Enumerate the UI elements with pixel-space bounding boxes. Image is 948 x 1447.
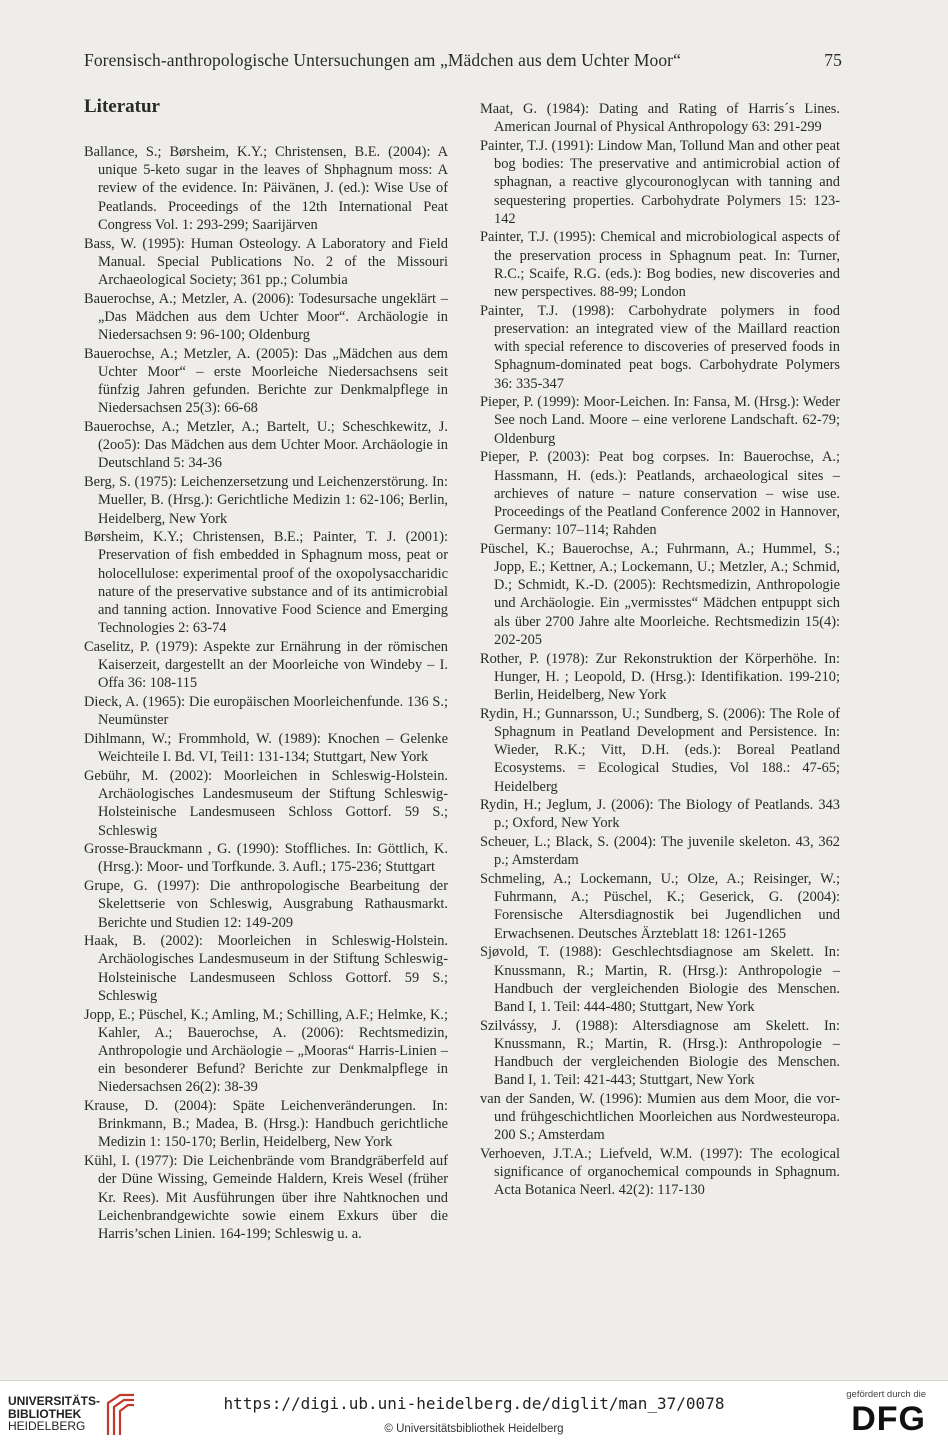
reference-entry: Rydin, H.; Gunnarsson, U.; Sundberg, S. (2006): The Role of Sphagnum in Peatland Development and Persistence. In: Wieder, R.K.; Vitt, D.H. (eds.): Boreal Peatland Ecosystems. = Ecological Studies, Vol 188.: 47-65; Heidelberg <box>480 705 840 795</box>
library-name-line3: HEIDELBERG <box>8 1419 86 1434</box>
reference-entry: Haak, B. (2002): Moorleichen in Schleswig-Holstein. Archäologisches Landesmuseum in der Stiftung Schleswig-Holsteinische Landesmuseen Schloss Gottorf. 59 S.; Schleswig <box>84 933 448 1004</box>
reference-entry: Dieck, A. (1965): Die europäischen Moorleichenfunde. 136 S.; Neumünster <box>84 694 448 729</box>
right-column <box>480 100 840 1200</box>
reference-entry: Painter, T.J. (1998): Carbohydrate polymers in food preservation: an integrated view of the Maillard reaction with special reference to discoveries of preserved foods in Sphagnum-dominated peat bogs. Carbohydrate Polymers 36: 335-347 <box>480 302 840 392</box>
reference-entry: Scheuer, L.; Black, S. (2004): The juvenile skeleton. 43, 362 p.; Amsterdam <box>480 834 840 869</box>
funded-by-label: gefördert durch die <box>846 1389 926 1400</box>
reference-entry: Krause, D. (2004): Späte Leichenveränderungen. In: Brinkmann, B.; Madea, B. (Hrsg.): Handbuch gerichtliche Medizin 1: 150-170; Berlin, Heidelberg, New York <box>84 1098 448 1151</box>
reference-entry: Bauerochse, A.; Metzler, A. (2006): Todesursache ungeklärt – „Das Mädchen aus dem Uchter Moor“. Archäologie in Niedersachsen 9: 96-100; Oldenburg <box>84 290 448 344</box>
reference-entry: Bauerochse, A.; Metzler, A.; Bartelt, U.; Scheschkewitz, J. (2oo5): Das Mädchen aus dem Uchter Moor. Archäologie in Deutschland 5: 34-36 <box>84 419 448 472</box>
reference-entry: Püschel, K.; Bauerochse, A.; Fuhrmann, A.; Hummel, S.; Jopp, E.; Kettner, A.; Lockemann, U.; Metzler, A.; Schmid, D.; Schmidt, K.-D. (2005): Rechtsmedizin, Anthropologie und Archäologie. Ein „vermisstes“ Mädchen entpuppt sich als über 2700 Jahre alte Moorleiche. Rechtsmedizin 15(4): 202-205 <box>480 540 840 648</box>
running-title: Forensisch-anthropologische Untersuchungen am „Mädchen aus dem Uchter Moor“ <box>84 50 681 70</box>
reference-entry: Painter, T.J. (1995): Chemical and microbiological aspects of the preservation process in Sphagnum peat. In: Turner, R.C.; Scaife, R.G. (eds.): Bog bodies, new discoveries and new perspectives. 88-99; London <box>480 229 840 301</box>
reference-entry: Ballance, S.; Børsheim, K.Y.; Christensen, B.E. (2004): A unique 5-keto sugar in the leaves of Shphagnum moss: A review of the evidence. In: Päivänen, J. (ed.): Wise Use of Peatlands. Proceedings of the 12th International Peat Congress Vol. 1: 293-299; Saarijärven <box>84 144 448 233</box>
reference-entry: Bauerochse, A.; Metzler, A. (2005): Das „Mädchen aus dem Uchter Moor“ – erste Moorleiche Niedersachsens seit fünfzig Jahren gefunden. Berichte zur Denkmalpflege in Niedersachsen 25(3): 66-68 <box>84 345 448 417</box>
references-heading: Literatur <box>84 96 160 117</box>
reference-entry: Schmeling, A.; Lockemann, U.; Olze, A.; Reisinger, W.; Fuhrmann, A.; Püschel, K.; Geserick, G. (2004): Forensische Altersdiagnostik bei Jugendlichen und Erwachsenen. Deutsches Ärzteblatt 18: 1261-1265 <box>480 871 840 942</box>
reference-entry: Dihlmann, W.; Frommhold, W. (1989): Knochen – Gelenke Weichteile I. Bd. VI, Teil1: 131-134; Stuttgart, New York <box>84 731 448 766</box>
reference-entry: Maat, G. (1984): Dating and Rating of Harris´s Lines. American Journal of Physical Anthropology 63: 291-299 <box>480 101 840 136</box>
left-column <box>84 96 448 1244</box>
reference-entry: Rydin, H.; Jeglum, J. (2006): The Biology of Peatlands. 343 p.; Oxford, New York <box>480 797 840 832</box>
reference-entry: Verhoeven, J.T.A.; Liefveld, W.M. (1997): The ecological significance of organochemical compounds in Sphagnum. Acta Botanica Neerl. 42(2): 117-130 <box>480 1146 840 1199</box>
reference-entry: Gebühr, M. (2002): Moorleichen in Schleswig-Holstein. Archäologisches Landesmuseum der Stiftung Schleswig-Holsteinische Landesmuseen Schloss Gottorf. 59 S.; Schleswig <box>84 767 448 839</box>
viewer-footer <box>0 1380 948 1447</box>
document-url[interactable]: https://digi.ub.uni-heidelberg.de/diglit/man_37/0078 <box>223 1394 725 1413</box>
reference-entry: Kühl, I. (1977): Die Leichenbrände vom Brandgräberfeld auf der Düne Wissing, Gemeinde Haldern, Kreis Wesel (früher Kr. Rees). Mit Ausführungen über ihre Nahtknochen und Leichenbrandgewichte sowie einem Exkurs über die Harris’schen Linien. 164-199; Schleswig u. a. <box>84 1153 448 1242</box>
reference-entry: Rother, P. (1978): Zur Rekonstruktion der Körperhöhe. In: Hunger, H. ; Leopold, D. (Hrsg.): Identifikation. 199-210; Berlin, Heidelberg, New York <box>480 650 840 703</box>
reference-list-right <box>480 100 840 1200</box>
reference-entry: Pieper, P. (1999): Moor-Leichen. In: Fansa, M. (Hrsg.): Weder See noch Land. Moore – eine verlorene Landschaft. 62-79; Oldenburg <box>480 394 840 447</box>
page-number: 75 <box>824 50 842 70</box>
reference-entry: Pieper, P. (2003): Peat bog corpses. In: Bauerochse, A.; Hassmann, H. (eds.): Peatlands, archaeological sites – archieves of nature – nature conservation – wise use. Proceedings of the Peatland Conference 2002 in Hannover, Germany: 107–114; Rahden <box>480 449 840 539</box>
copyright-notice: © Universitätsbibliothek Heidelberg <box>384 1423 564 1435</box>
reference-entry: Grosse-Brauckmann , G. (1990): Stoffliches. In: Göttlich, K. (Hrsg.): Moor- und Torfkunde. 3. Aufl.; 175-236; Stuttgart <box>84 841 448 876</box>
reference-entry: Sjøvold, T. (1988): Geschlechtsdiagnose am Skelett. In: Knussmann, R.; Martin, R. (Hrsg.): Anthropologie – Handbuch der vergleichenden Biologie des Menschen. Band I, 1. Teil: 444-480; Stuttgart, New York <box>480 944 840 1015</box>
dfg-wordmark: DFG <box>851 1400 926 1438</box>
reference-entry: Szilvássy, J. (1988): Altersdiagnose am Skelett. In: Knussmann, R.; Martin, R. (Hrsg.): Anthropologie – Handbuch der vergleichenden Biologie des Menschen. Band I, 1. Teil: 421-443; Stuttgart, New York <box>480 1017 840 1089</box>
library-name-line2: BIBLIOTHEK <box>8 1406 82 1421</box>
reference-entry: Painter, T.J. (1991): Lindow Man, Tollund Man and other peat bog bodies: The preservative and antimicrobial action of sphagnan, a reactive glycouronoglycan with tanning and sequestering properties. Carbohydrate Polymers 15: 123-142 <box>480 137 840 227</box>
reference-entry: Jopp, E.; Püschel, K.; Amling, M.; Schilling, A.F.; Helmke, K.; Kahler, A.; Bauerochse, A. (2006): Rechtsmedizin, Anthropologie und Archäologie – „Mooras“ Harris-Linien – ein besonderer Befund? Berichte zur Denkmalpflege in Niedersachsen 26(2): 38-39 <box>84 1006 448 1096</box>
reference-entry: Caselitz, P. (1979): Aspekte zur Ernährung in der römischen Kaiserzeit, dargestellt an der Moorleiche von Windeby – I. Offa 36: 108-115 <box>84 638 448 692</box>
reference-entry: van der Sanden, W. (1996): Mumien aus dem Moor, die vor- und frühgeschichtlichen Moorleichen aus Nordwesteuropa. 200 S.; Amsterdam <box>480 1090 840 1144</box>
reference-list-left <box>84 143 448 1243</box>
reference-entry: Børsheim, K.Y.; Christensen, B.E.; Painter, T. J. (2001): Preservation of fish embedded in Sphagnum moss, peat or holocellulose: experimental proof of the oxopolysaccharidic nature of the preservative substance and of its antimicrobial and tanning action. Innovative Food Science and Emerging Technologies 2: 63-74 <box>84 529 448 637</box>
reference-entry: Grupe, G. (1997): Die anthropologische Bearbeitung der Skelettserie von Schleswig, Ausgrabung Rathausmarkt. Berichte und Studien 12: 149-209 <box>84 878 448 931</box>
reference-entry: Bass, W. (1995): Human Osteology. A Laboratory and Field Manual. Special Publications No. 2 of the Missouri Archaeological Society; 361 pp.; Columbia <box>84 235 448 288</box>
library-name-line1: UNIVERSITÄTS- <box>8 1394 101 1409</box>
reference-entry: Berg, S. (1975): Leichenzersetzung und Leichenzerstörung. In: Mueller, B. (Hrsg.): Gerichtliche Medizin 1: 62-106; Berlin, Heidelberg, New York <box>84 474 448 527</box>
dfg-logo[interactable] <box>846 1389 926 1436</box>
